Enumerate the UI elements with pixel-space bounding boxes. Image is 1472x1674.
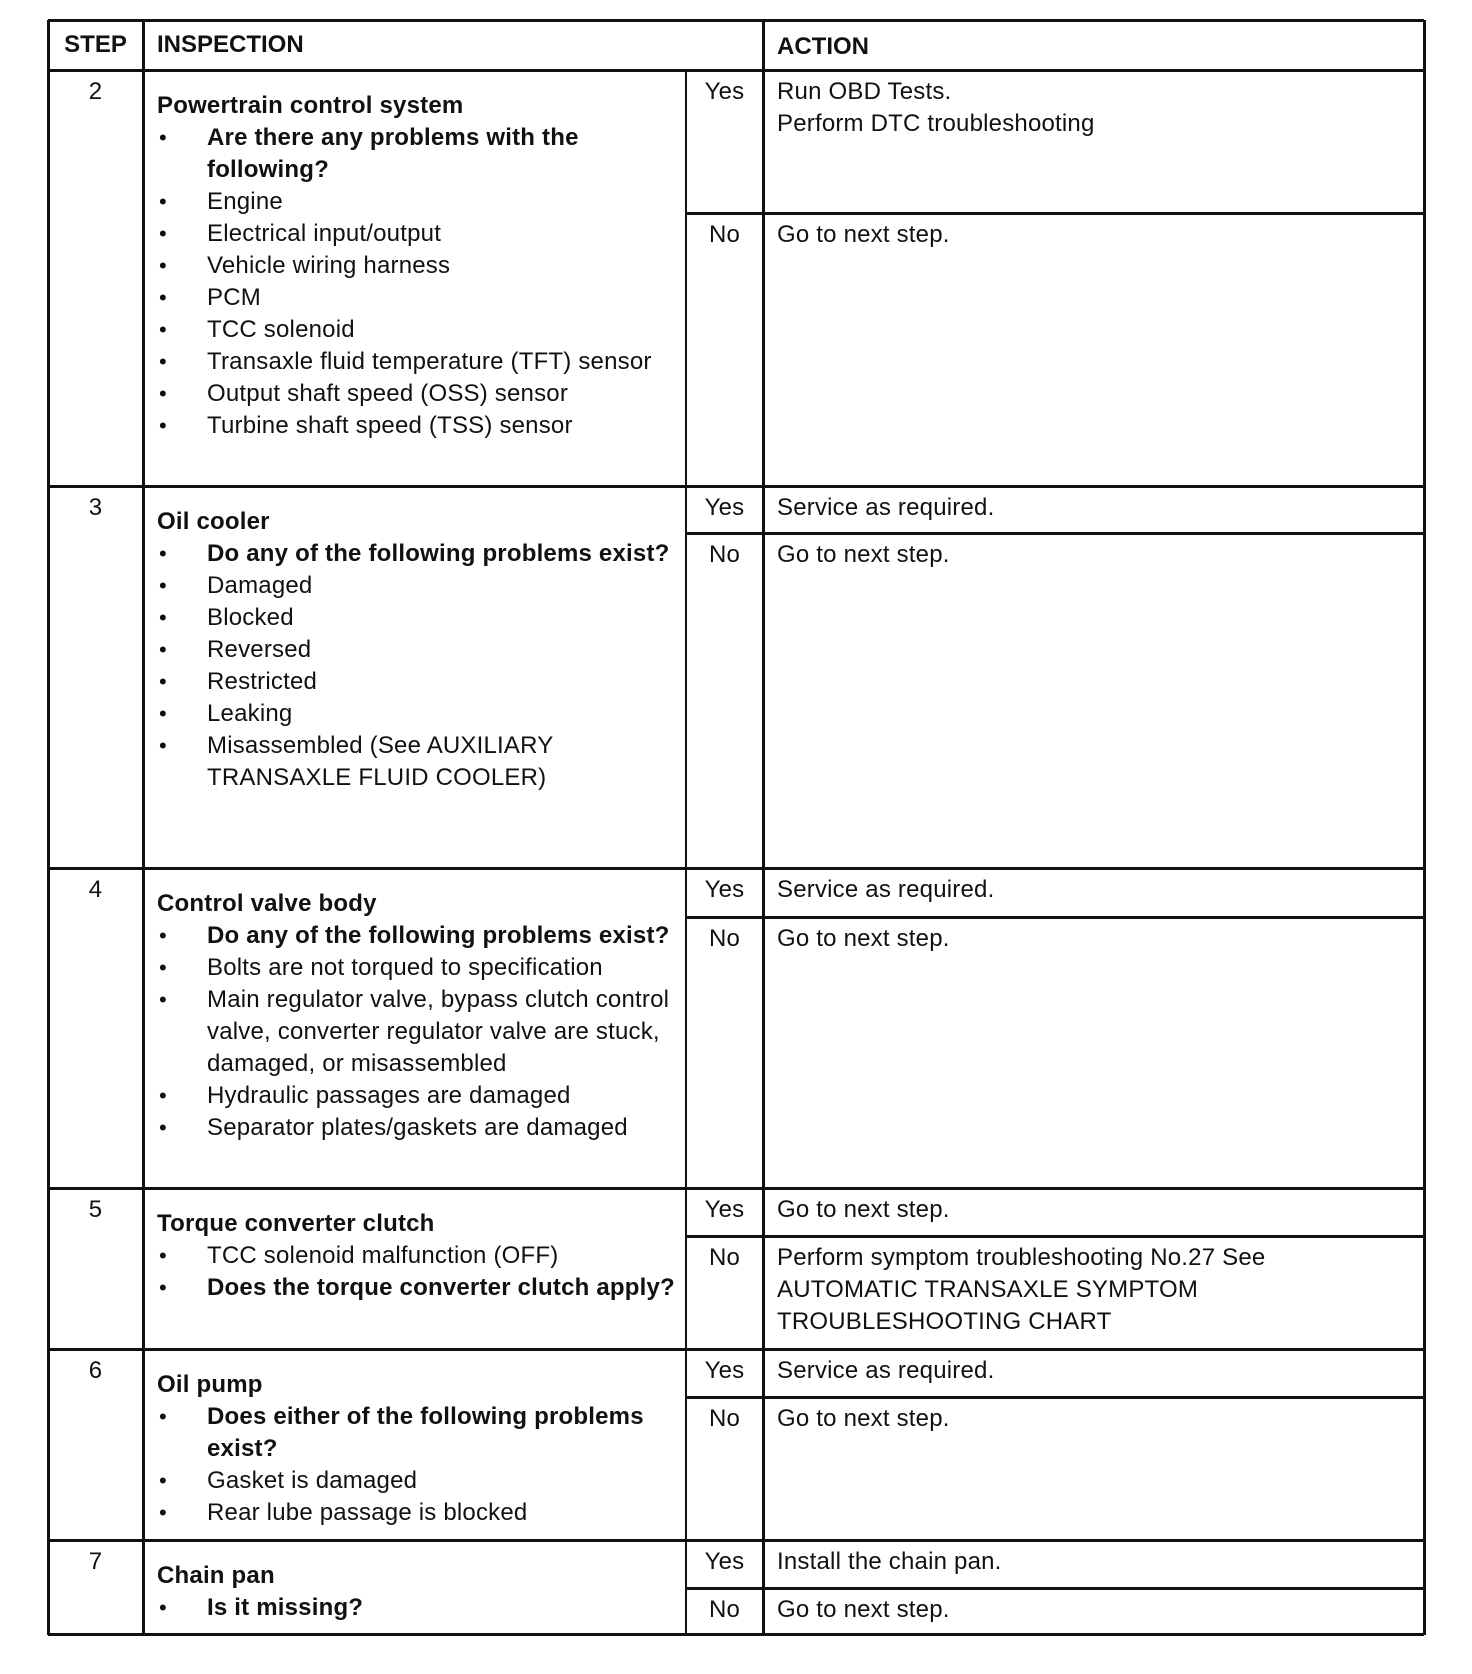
step-number: 4 [88,876,103,903]
inspection-item-text: PCM [207,284,261,311]
bullet-icon: • [159,1275,167,1300]
yes-no-divider [686,532,1424,535]
inspection-cell [157,90,680,442]
inspection-item-text: Does the torque converter clutch apply? [207,1274,675,1301]
inspection-item [157,1592,680,1624]
inspection-item-text: Gasket is damaged [207,1467,418,1494]
no-action-line: Go to next step. [777,541,950,568]
step-column-divider [142,20,145,1634]
yes-action-line: Go to next step. [777,1196,950,1223]
no-action [777,1242,1398,1338]
table-top-border [48,19,1424,22]
step-number: 3 [88,494,103,521]
step-number: 7 [88,1548,103,1575]
inspection-item [157,602,680,634]
bullet-icon: • [159,1243,167,1268]
yes-action-line: Perform DTC troubleshooting [777,110,1095,137]
row-divider [48,1539,1424,1542]
inspection-item-text: Blocked [207,604,294,631]
yes-label: Yes [704,78,745,105]
table-bottom-border [48,1633,1424,1636]
yes-action-line: Service as required. [777,876,995,903]
row-divider [48,485,1424,488]
bullet-icon: • [159,1083,167,1108]
inspection-item-text: Bolts are not torqued to specification [207,954,603,981]
inspection-item [157,250,680,282]
inspection-title: Oil pump [157,1371,263,1398]
inspection-item-text: Electrical input/output [207,220,442,247]
inspection-item [157,186,680,218]
inspection-item-text: Vehicle wiring harness [207,252,451,279]
inspection-item-text: Do any of the following problems exist? [207,540,670,567]
bullet-icon: • [159,317,167,342]
inspection-item-text: Turbine shaft speed (TSS) sensor [207,412,573,439]
no-label: No [708,1596,741,1623]
bullet-icon: • [159,1595,167,1620]
inspection-cell [157,888,680,1144]
inspection-cell [157,1208,680,1304]
inspection-item-text: Engine [207,188,283,215]
inspection-title: Powertrain control system [157,92,464,119]
inspection-item [157,698,680,730]
inspection-item [157,666,680,698]
header-inspection: INSPECTION [157,31,304,58]
yes-action-line: Run OBD Tests. [777,78,952,105]
inspection-item-text: Leaking [207,700,293,727]
inspection-item-text: TCC solenoid [207,316,355,343]
inspection-item [157,984,680,1080]
yes-no-divider [686,212,1424,215]
inspection-item-text: Damaged [207,572,313,599]
bullet-icon: • [159,605,167,630]
inspection-item [157,1401,680,1465]
inspection-item [157,1240,680,1272]
inspection-item-text: Restricted [207,668,318,695]
yes-action-line: Service as required. [777,1357,995,1384]
step-number: 6 [88,1357,103,1384]
no-action [777,923,1398,955]
yes-label: Yes [704,494,745,521]
yes-label: Yes [704,876,745,903]
no-action-line: Perform symptom troubleshooting No.27 See AUTOMATIC TRANSAXLE SYMPTOM TROUBLESHOOTING CHART [777,1244,1266,1335]
no-label: No [708,1405,741,1432]
yes-no-divider [686,1235,1424,1238]
bullet-icon: • [159,125,167,150]
yes-action [777,1546,1410,1578]
no-label: No [708,925,741,952]
yes-action-line: Service as required. [777,494,995,521]
bullet-icon: • [159,189,167,214]
bullet-icon: • [159,955,167,980]
bullet-icon: • [159,1115,167,1140]
inspection-item [157,314,680,346]
inspection-item [157,1272,680,1304]
no-label: No [708,541,741,568]
bullet-icon: • [159,253,167,278]
no-action-line: Go to next step. [777,1596,950,1623]
bullet-icon: • [159,221,167,246]
row-divider [48,1187,1424,1190]
inspection-item [157,1465,680,1497]
inspection-title: Control valve body [157,890,377,917]
step-number: 5 [88,1196,103,1223]
inspection-item-text: Reversed [207,636,312,663]
header-action: ACTION [777,33,869,60]
bullet-icon: • [159,637,167,662]
inspection-item-text: Transaxle fluid temperature (TFT) sensor [207,348,652,375]
bullet-icon: • [159,381,167,406]
inspection-cell [157,506,680,794]
yes-label: Yes [704,1196,745,1223]
bullet-icon: • [159,733,167,758]
bullet-icon: • [159,285,167,310]
inspection-item [157,730,680,794]
inspection-item-text: Rear lube passage is blocked [207,1499,528,1526]
no-action-line: Go to next step. [777,1405,950,1432]
yes-action [777,1355,1410,1387]
inspection-item-text: Misassembled (See AUXILIARY TRANSAXLE FLUID COOLER) [207,732,554,791]
no-action-line: Go to next step. [777,925,950,952]
bullet-icon: • [159,923,167,948]
step-number: 2 [88,78,103,105]
inspection-item-text: TCC solenoid malfunction (OFF) [207,1242,559,1269]
inspection-item [157,410,680,442]
inspection-item [157,1497,680,1529]
action-column-divider [762,20,765,1634]
no-action-line: Go to next step. [777,221,950,248]
inspection-item-text: Are there any problems with the following? [207,124,579,183]
no-action [777,1403,1398,1435]
no-action [777,219,1398,251]
row-divider [48,1348,1424,1351]
inspection-item-text: Is it missing? [207,1594,364,1621]
yes-no-divider [686,1587,1424,1590]
bullet-icon: • [159,541,167,566]
no-label: No [708,221,741,248]
yes-label: Yes [704,1357,745,1384]
table-right-border [1423,20,1426,1635]
bullet-icon: • [159,1500,167,1525]
bullet-icon: • [159,669,167,694]
bullet-icon: • [159,413,167,438]
header-step: STEP [64,31,127,58]
row-divider [48,867,1424,870]
inspection-item [157,634,680,666]
inspection-item-text: Main regulator valve, bypass clutch control valve, converter regulator valve are stuck, damaged, or misassembled [207,986,670,1077]
no-action [777,539,1398,571]
inspection-item [157,122,680,186]
inspection-item-text: Hydraulic passages are damaged [207,1082,571,1109]
bullet-icon: • [159,573,167,598]
inspection-title: Oil cooler [157,508,270,535]
yes-action [777,492,1410,524]
bullet-icon: • [159,1404,167,1429]
inspection-item [157,952,680,984]
inspection-item [157,218,680,250]
inspection-item-text: Separator plates/gaskets are damaged [207,1114,628,1141]
inspection-item-text: Output shaft speed (OSS) sensor [207,380,569,407]
yes-no-divider [686,1396,1424,1399]
yes-action [777,874,1410,906]
yes-action-line: Install the chain pan. [777,1548,1002,1575]
row-divider [48,69,1424,72]
inspection-item-text: Does either of the following problems exist? [207,1403,644,1462]
yes-action [777,76,1410,140]
inspection-item [157,346,680,378]
inspection-title: Chain pan [157,1562,275,1589]
inspection-item [157,538,680,570]
no-action [777,1594,1398,1626]
yes-label: Yes [704,1548,745,1575]
inspection-item [157,920,680,952]
inspection-item [157,1080,680,1112]
inspection-item [157,378,680,410]
inspection-item [157,1112,680,1144]
no-label: No [708,1244,741,1271]
inspection-item [157,282,680,314]
inspection-title: Torque converter clutch [157,1210,435,1237]
inspection-cell [157,1369,680,1529]
inspection-item [157,570,680,602]
bullet-icon: • [159,987,167,1012]
bullet-icon: • [159,1468,167,1493]
inspection-cell [157,1560,680,1624]
yes-action [777,1194,1410,1226]
bullet-icon: • [159,701,167,726]
bullet-icon: • [159,349,167,374]
inspection-yesno-divider [685,70,687,1634]
yes-no-divider [686,916,1424,919]
inspection-item-text: Do any of the following problems exist? [207,922,670,949]
table-left-border [47,20,50,1635]
